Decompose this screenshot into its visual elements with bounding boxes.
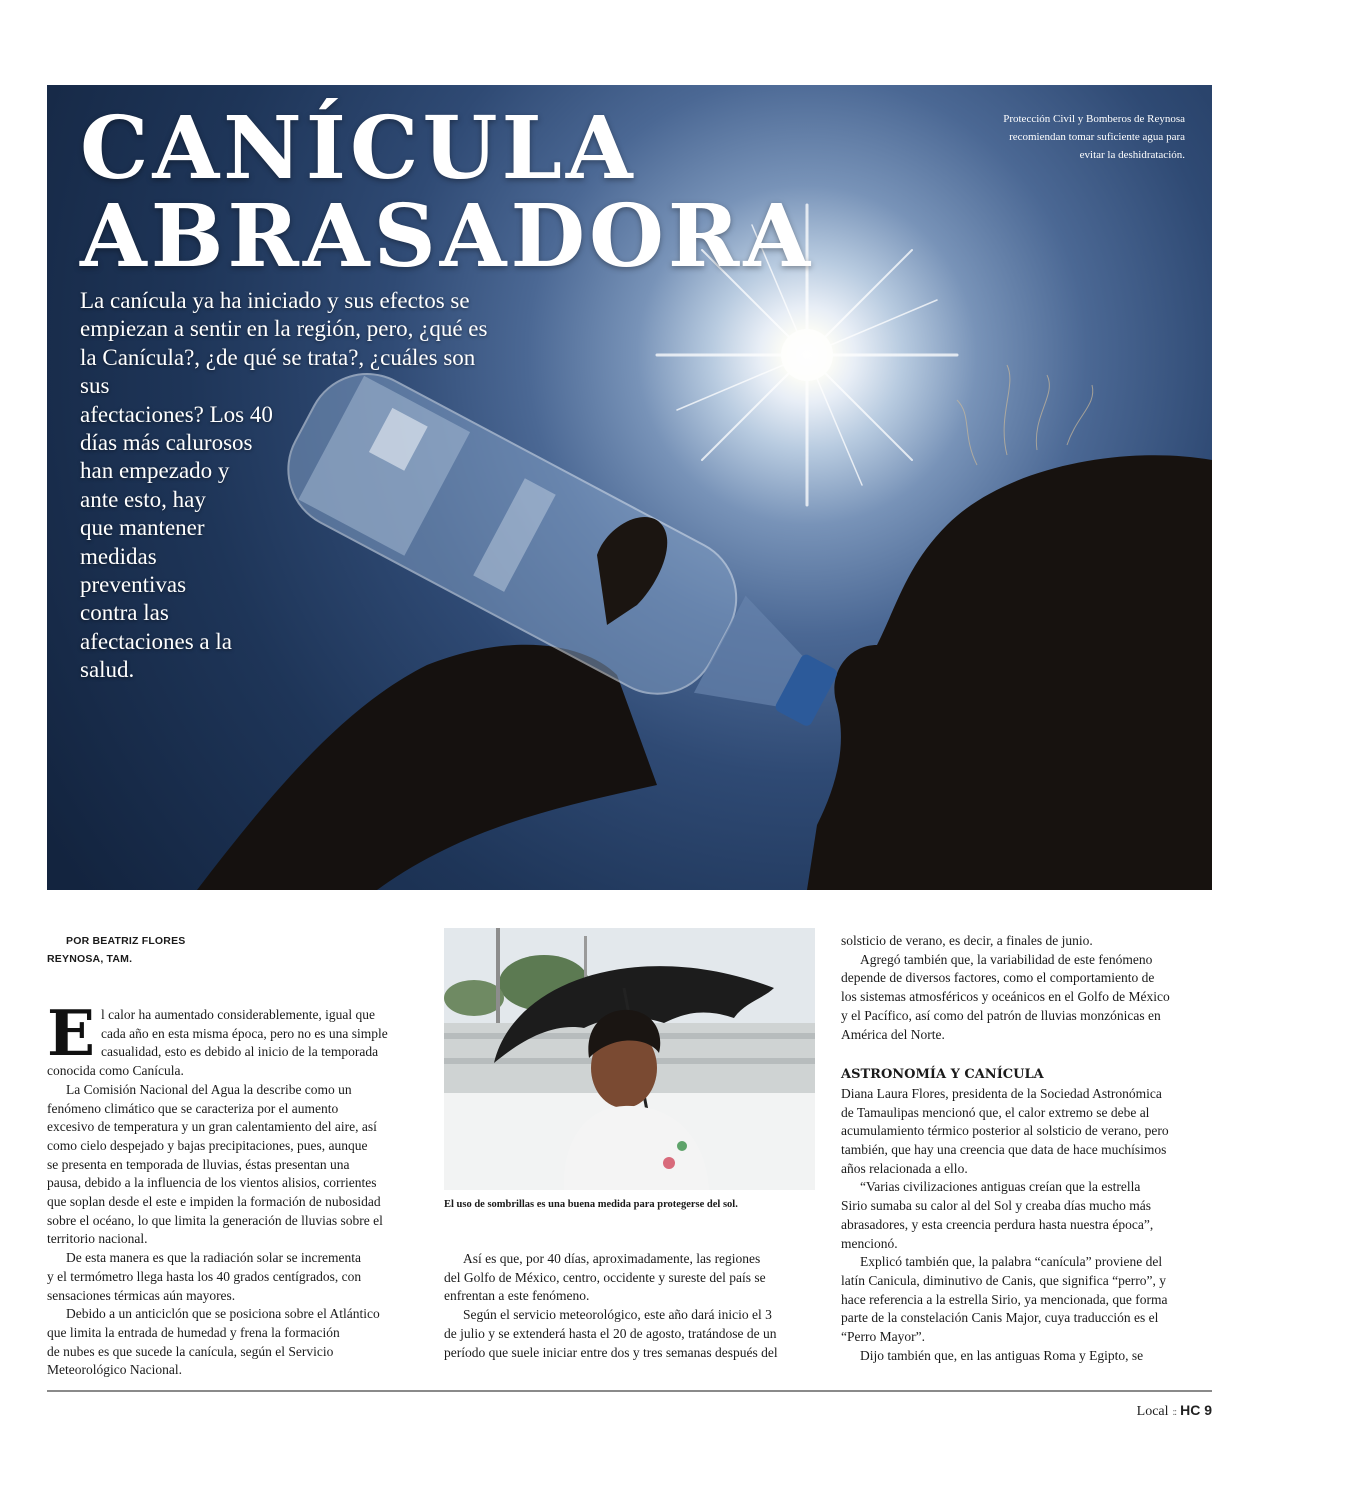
head-silhouette — [807, 455, 1212, 890]
paragraph: Explicó también que, la palabra “canícula” proviene del latín Canicula, diminutivo de Canis, que significa “perro”, y hace referencia a la estrella Sirio, ya mencionada, que forma parte de la constelación Canis Major, cuya traducción es el “Perro Mayor”. — [841, 1254, 1168, 1345]
column-2 — [444, 1250, 815, 1362]
paragraph: Así es que, por 40 días, aproximadamente, las regiones del Golfo de México, centro, occidente y sureste del país se enfrentan a este fenómeno. — [444, 1251, 766, 1304]
page-number: HC 9 — [1180, 1402, 1212, 1418]
section-name: Local — [1136, 1404, 1169, 1419]
umbrella-photo — [444, 928, 815, 1190]
paragraph: La Comisión Nacional del Agua la describe como un fenómeno climático que se caracteriza por el aumento excesivo de temperatura y un gran calentamiento del aire, así como cielo despejado y bajas precipitaciones, pues, aunque se presenta en temporada de lluvias, éstas presentan una pausa, debido a la influencia de los vientos alisios, corrientes que soplan desde el este e impiden la formación de nubosidad sobre el océano, lo que limita la generación de lluvias sobre el territorio nacional. — [47, 1081, 383, 1247]
column-1 — [47, 932, 412, 1380]
byline: POR BEATRIZ FLORES REYNOSA, TAM. — [47, 935, 186, 965]
headline: CANÍCULA ABRASADORA — [80, 98, 815, 287]
footer-rule — [47, 1390, 1212, 1392]
lead-paragraph — [47, 996, 412, 1081]
paragraph: Debido a un anticiclón que se posiciona sobre el Atlántico que limita la entrada de humedad y frena la formación de nubes es que sucede la canícula, según el Servicio Meteorológico Nacional. — [47, 1306, 380, 1378]
paragraph: Diana Laura Flores, presidenta de la Sociedad Astronómica de Tamaulipas mencionó que, el calor extremo se debe al acumulamiento térmico posterior al solsticio de verano, pero también, que hay una creencia que data de hace muchísimos años relacionada a ello. — [841, 1085, 1169, 1176]
hero-photo — [47, 85, 1212, 890]
hair-wisps — [957, 365, 1093, 465]
lead-text: l calor ha aumentado considerablemente, igual que cada año en esta misma época, pero no es una simple casualidad, esto es debido al inicio de la temporada conocida como Canícula. — [47, 1007, 388, 1079]
drop-cap: E — [47, 996, 96, 1070]
paragraph: “Varias civilizaciones antiguas creían que la estrella Sirio sumaba su calor al del Sol y creaba días mucho más abrasadores, y esta creencia perdura hasta nuestra época”, mencionó. — [841, 1179, 1154, 1251]
paragraph: solsticio de verano, es decir, a finales de junio. — [841, 933, 1093, 948]
footer-separator: :: — [1172, 1407, 1177, 1418]
inline-photo-caption: El uso de sombrillas es una buena medida para protegerse del sol. — [444, 1199, 738, 1210]
paragraph: Dijo también que, en las antiguas Roma y Egipto, se — [860, 1347, 1144, 1363]
deck-text: La canícula ya ha iniciado y sus efectos se empiezan a sentir en la región, pero, ¿qué es la Canícula?, ¿de qué se trata?, ¿cuáles son sus afectaciones? Los 40 días más calurosos han empezado y ante esto, hay que mantener medidas preventivas contra las afectaciones a la salud. — [80, 288, 488, 683]
column-3 — [841, 932, 1203, 1365]
umbrella-illustration — [444, 928, 815, 1190]
page-footer — [1137, 1401, 1212, 1422]
paragraph: De esta manera es que la radiación solar se incrementa y el termómetro llega hasta los 40 grados centígrados, con sensaciones térmicas aún mayores. — [47, 1250, 362, 1303]
paragraph: Según el servicio meteorológico, este año dará inicio el 3 de julio y se extenderá hasta el 20 de agosto, tratándose de un período que suele iniciar entre dos y tres semanas después del — [444, 1307, 778, 1360]
section-subhead: ASTRONOMÍA Y CANÍCULA — [841, 1067, 1044, 1083]
hero-caption: Protección Civil y Bomberos de Reynosa recomiendan tomar suficiente agua para evitar la deshidratación. — [1003, 113, 1185, 161]
paragraph: Agregó también que, la variabilidad de este fenómeno depende de diversos factores, como el comportamiento de los sistemas atmosféricos y oceánicos en el Golfo de México y el Pacífico, así como del patrón de lluvias monzónicas en América del Norte. — [841, 951, 1170, 1042]
